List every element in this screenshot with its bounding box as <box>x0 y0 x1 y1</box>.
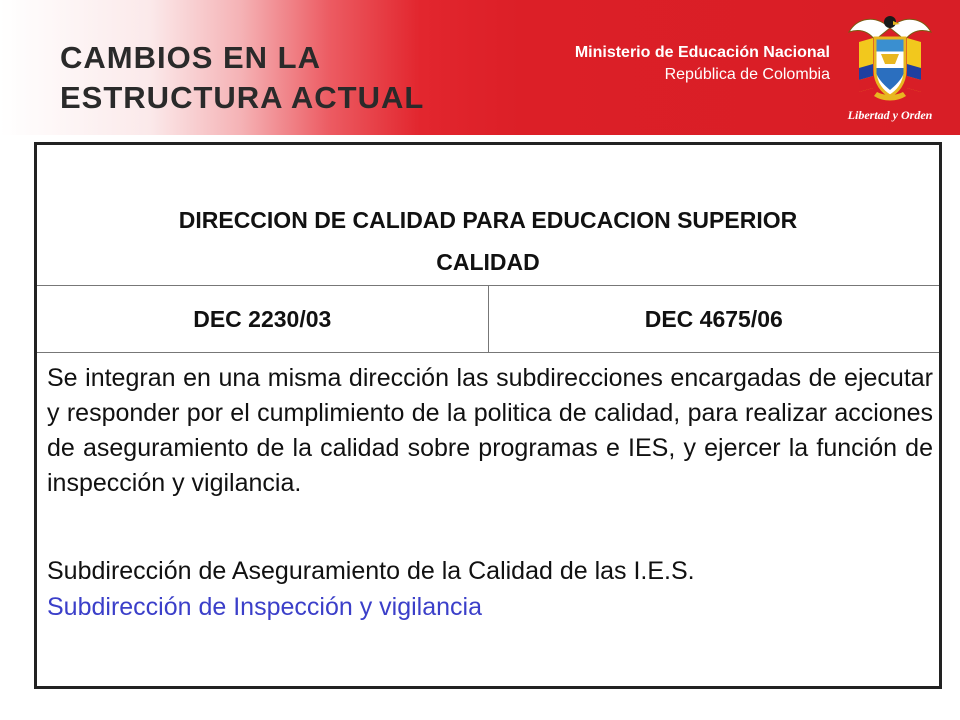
ministry-block <box>575 42 830 86</box>
ministry-name: Ministerio de Educación Nacional <box>574 44 830 61</box>
coat-of-arms-graphic <box>845 8 935 108</box>
description-text: Se integran en una misma dirección las subdirecciones encargadas de ejecutar y responder por el cumplimiento de la politica de calidad, para realizar acciones de aseguramiento de la calidad sobre programas e IES, y ejercer la función de inspección y vigilancia. <box>47 364 933 497</box>
seal-motto: Libertad y Orden <box>847 108 933 122</box>
heading-line-1: DIRECCION DE CALIDAD PARA EDUCACION SUPERIOR <box>178 207 798 233</box>
colombia-coat-of-arms-icon <box>845 8 935 130</box>
slide-title <box>60 38 424 118</box>
structure-table <box>34 142 942 689</box>
decree-2230-cell: DEC 2230/03 <box>193 305 332 332</box>
heading-line-2: CALIDAD <box>436 249 540 275</box>
title-line-1: CAMBIOS EN LA <box>60 40 321 75</box>
decree-4675-cell: DEC 4675/06 <box>488 286 940 352</box>
table-heading <box>37 145 939 286</box>
country-name: República de Colombia <box>664 66 830 83</box>
title-line-2: ESTRUCTURA ACTUAL <box>60 80 425 115</box>
description-cell <box>37 353 939 625</box>
subdirection-quality-assurance: Subdirección de Aseguramiento de la Calidad de las I.E.S. <box>47 557 695 585</box>
decree-row <box>37 286 939 353</box>
header-banner <box>0 0 960 135</box>
subdirection-inspection: Subdirección de Inspección y vigilancia <box>47 593 482 621</box>
